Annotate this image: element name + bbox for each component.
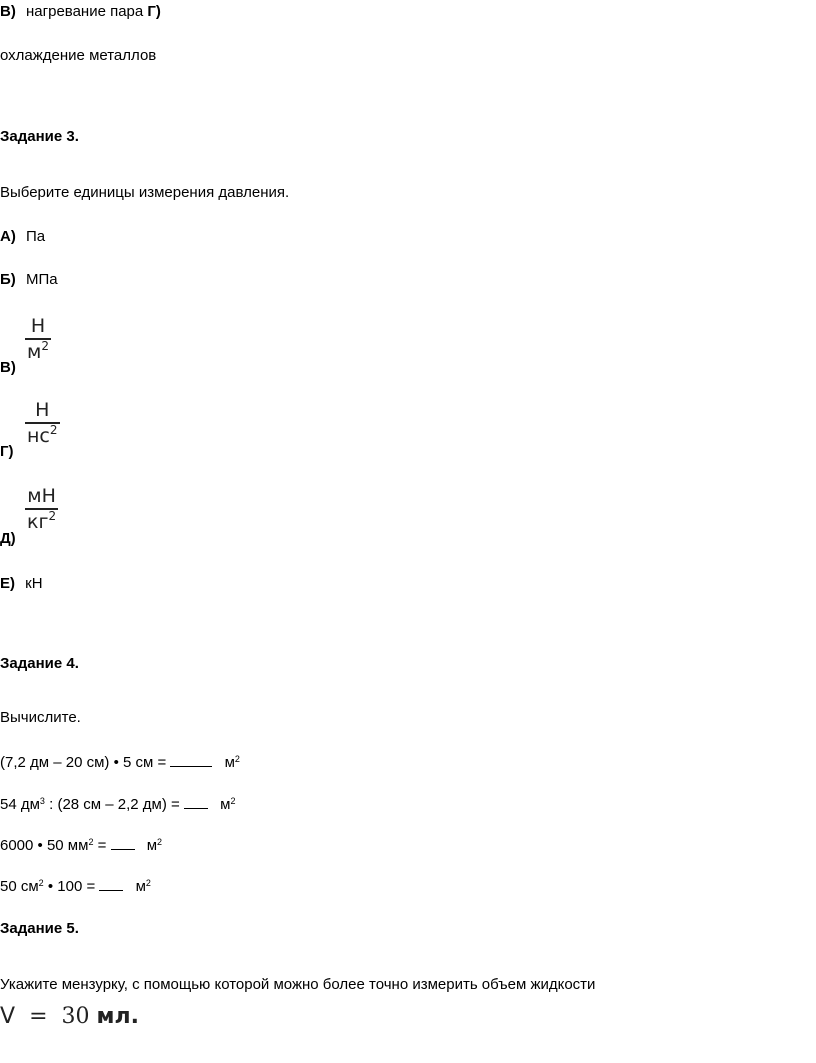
task5-question: Укажите мензурку, с помощью которой можно более точно измерить объем жидкости [0, 976, 596, 993]
fraction-denominator: $м^2$ [27, 338, 49, 363]
task3-question: Выберите единицы измерения давления. [0, 184, 290, 201]
expression: (7,2 дм – 20 см) • 5 см = [0, 754, 167, 771]
prev-option-v [0, 3, 161, 21]
unit-fraction-mn-per-kg2 [25, 484, 58, 534]
task3-option-a [0, 228, 45, 246]
expression: • 100 = [47, 878, 96, 895]
option-label: В) [0, 3, 16, 20]
answer-blank [170, 753, 212, 767]
fraction-numerator: мН [27, 485, 56, 507]
formula-variable: V [0, 1004, 16, 1029]
formula-equals: = [29, 1004, 48, 1029]
option-label: Е) [0, 575, 15, 592]
unit: м [224, 754, 235, 771]
expression: 54 дм [0, 796, 40, 813]
option-text: МПа [25, 271, 58, 288]
fraction-numerator: Н [35, 399, 50, 421]
unit: м [135, 878, 146, 895]
task4-title: Задание 4. [0, 655, 79, 672]
formula-value: 30 [61, 1004, 90, 1029]
task3-title: Задание 3. [0, 128, 79, 145]
option-label: Б) [0, 271, 16, 288]
task4-row-4: 50 $см^2$ • $100 = м^2$ [0, 878, 151, 895]
task4-row-1: (7,2 дм – 20 см) • 5 см = $м^2$ [0, 754, 240, 771]
fraction-denominator: $нс^2$ [27, 422, 58, 447]
expression: = [97, 837, 107, 854]
answer-blank [184, 795, 208, 809]
expression: 6000 • 50 мм [0, 837, 89, 854]
expression: : (28 см – 2,2 дм) = [49, 796, 180, 813]
answer-blank [99, 877, 123, 891]
option-text: Па [26, 228, 46, 245]
unit-fraction-n-per-ns2 [25, 398, 60, 448]
unit: м [220, 796, 231, 813]
task4-row-3: 6000 • 50 $мм^2 = м^2$ [0, 837, 163, 854]
task3-option-e [0, 575, 43, 593]
task4-instruction: Вычислите. [0, 709, 81, 726]
volume-formula [0, 1004, 139, 1029]
fraction-numerator: Н [30, 315, 46, 337]
expression: 50 см [0, 878, 39, 895]
task3-option-b [0, 271, 58, 289]
option-label: Г) [147, 3, 161, 20]
option-label: А) [0, 228, 16, 245]
unit: м [146, 837, 158, 854]
answer-blank [111, 836, 135, 850]
option-label: Д) [0, 530, 16, 547]
fraction-denominator: $кг^2$ [27, 508, 57, 533]
prev-option-g-text: охлаждение металлов [0, 47, 157, 64]
option-text: нагревание пара [26, 3, 144, 20]
task4-row-2: 54 $дм^3$ : (28 см – 2,2 $дм) = м^2$ [0, 796, 236, 813]
task5-title: Задание 5. [0, 920, 79, 937]
option-text: кН [25, 575, 43, 592]
unit-fraction-n-per-m2 [25, 314, 51, 364]
option-label: В) [0, 359, 16, 376]
formula-unit: мл. [96, 1004, 139, 1029]
option-label: Г) [0, 443, 14, 460]
